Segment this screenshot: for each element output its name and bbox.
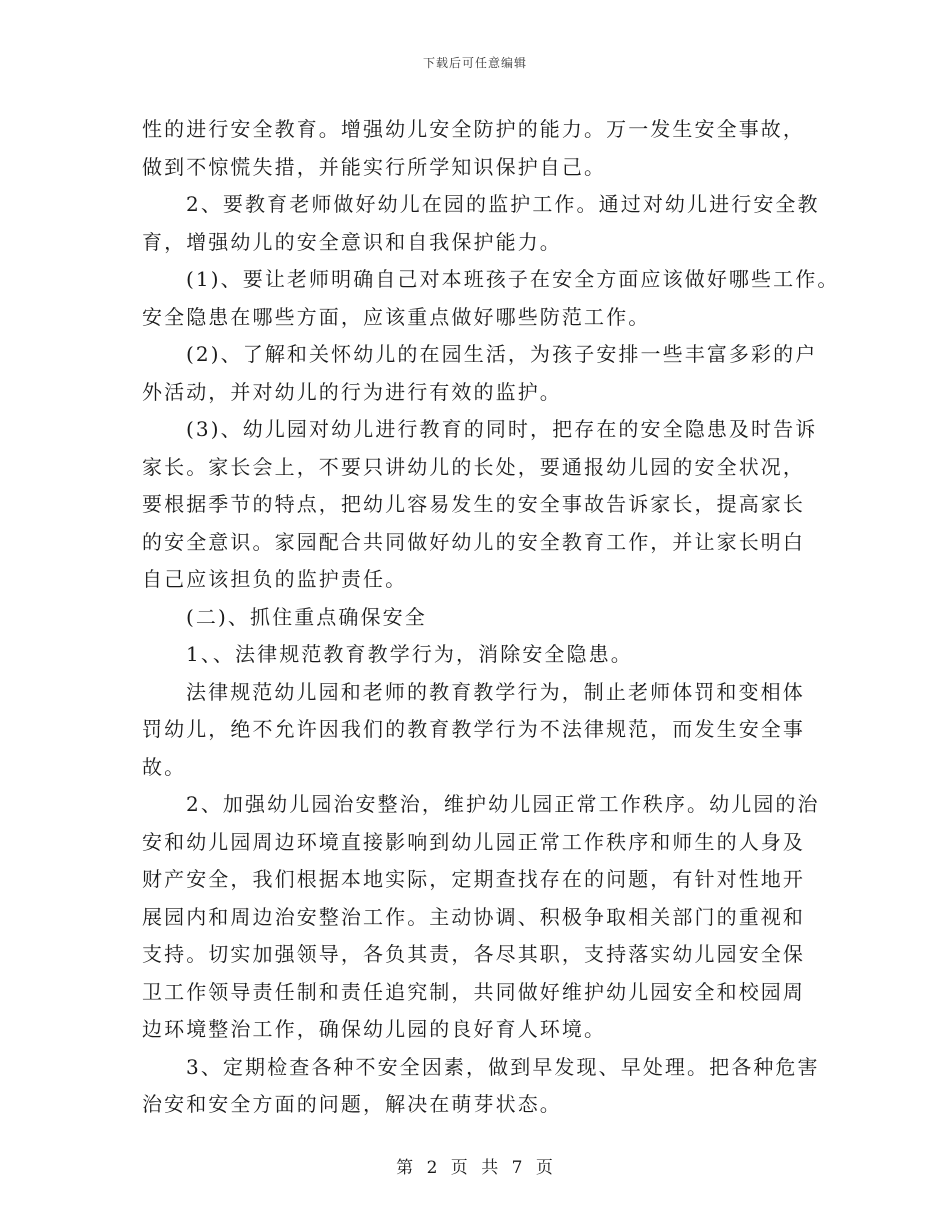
- document-body: [142, 111, 840, 1124]
- text-line: 展园内和周边治安整治工作。主动协调、积极争取相关部门的重视和: [142, 904, 805, 929]
- page-header: 下载后可任意编辑: [422, 56, 527, 70]
- text-line: (3)、幼儿园对幼儿进行教育的同时，把存在的安全隐患及时告诉: [186, 417, 818, 441]
- text-line: 罚幼儿，绝不允许因我们的教育教学行为不法律规范，而发生安全事: [142, 717, 805, 741]
- text-line: 要根据季节的特点，把幼儿容易发生的安全事故告诉家长，提高家长: [142, 492, 805, 516]
- section-heading: (二)、抓住重点确保安全: [186, 604, 427, 629]
- page-footer: 第 2 页 共 7 页: [396, 1158, 554, 1178]
- text-line: 安和幼儿园周边环境直接影响到幼儿园正常工作秩序和师生的人身及: [142, 829, 805, 854]
- text-line: 安全隐患在哪些方面，应该重点做好哪些防范工作。: [142, 304, 651, 329]
- text-line: 支持。切实加强领导，各负其责，各尽其职，支持落实幼儿园安全保: [142, 942, 805, 966]
- text-line: 的安全意识。家园配合共同做好幼儿的安全教育工作，并让家长明白: [142, 529, 805, 554]
- text-line: 卫工作领导责任制和责任追究制，共同做好维护幼儿园安全和校园周: [142, 979, 805, 1004]
- text-line: (1)、要让老师明确自己对本班孩子在安全方面应该做好哪些工作。: [186, 267, 840, 291]
- text-line: 治安和安全方面的问题，解决在萌芽状态。: [142, 1092, 562, 1116]
- text-line: 育，增强幼儿的安全意识和自我保护能力。: [142, 229, 562, 254]
- text-line: 故。: [142, 754, 187, 779]
- text-line: 2、加强幼儿园治安整治，维护幼儿园正常工作秩序。幼儿园的治: [186, 792, 820, 816]
- text-line: 2、要教育老师做好幼儿在园的监护工作。通过对幼儿进行安全教: [186, 192, 820, 216]
- text-line: 1、、法律规范教育教学行为，消除安全隐患。: [186, 642, 633, 666]
- text-line: (2)、了解和关怀幼儿的在园生活，为孩子安排一些丰富多彩的户: [186, 342, 818, 366]
- text-line: 法律规范幼儿园和老师的教育教学行为，制止老师体罚和变相体: [186, 679, 805, 704]
- text-line: 自己应该担负的监护责任。: [142, 567, 408, 591]
- text-line: 外活动，并对幼儿的行为进行有效的监护。: [142, 379, 562, 404]
- text-line: 家长。家长会上，不要只讲幼儿的长处，要通报幼儿园的安全状况，: [142, 454, 805, 479]
- text-line: 边环境整治工作，确保幼儿园的良好育人环境。: [142, 1017, 607, 1041]
- text-line: 性的进行安全教育。增强幼儿安全防护的能力。万一发生安全事故，: [142, 117, 805, 141]
- text-line: 3、定期检查各种不安全因素，做到早发现、早处理。把各种危害: [186, 1054, 820, 1079]
- text-line: 做到不惊慌失措，并能实行所学知识保护自己。: [142, 154, 607, 179]
- text-line: 财产安全，我们根据本地实际，定期查找存在的问题，有针对性地开: [142, 867, 805, 891]
